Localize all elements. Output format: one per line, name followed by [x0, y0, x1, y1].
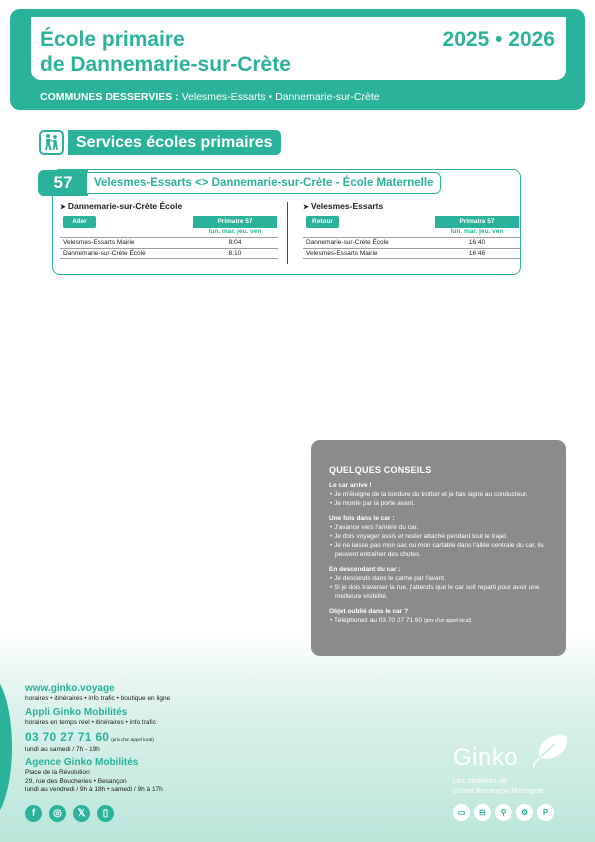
brand-name: Ginko	[453, 744, 519, 771]
phone-number-text: 03 70 27 71 60	[25, 730, 110, 744]
line-number-badge: 57	[38, 170, 88, 196]
stop-name: Velesmes-Essarts Mairie	[63, 239, 135, 246]
direction-title	[303, 201, 521, 212]
school-years: 2025 • 2026	[442, 28, 555, 51]
direction-destination: Dannemarie-sur-Crète École	[67, 201, 183, 211]
tip-phone: • Téléphonez au 03 70 27 71 60	[330, 617, 423, 624]
tips-section-title: En descendant du car :	[329, 566, 401, 573]
section-title: Services écoles primaires	[68, 130, 281, 155]
title-line-1: École primaire	[40, 28, 185, 51]
tip-item: • J'avance vers l'arrière du car.	[330, 524, 419, 531]
app-name: Appli Ginko Mobilités	[25, 707, 128, 718]
direction-tag: Aller	[63, 216, 96, 228]
children-walking-icon	[39, 130, 64, 155]
ginkgo-leaf-icon	[533, 728, 573, 768]
mobile-app-icon[interactable]: ▯	[97, 805, 114, 822]
tip-item: • Je dois voyager assis et rester attaché pendant tout le trajet.	[330, 533, 508, 540]
brand-tagline-2: Grand Besançon Métropole	[453, 785, 545, 795]
agency-name: Agence Ginko Mobilités	[25, 757, 139, 768]
brand-tagline-1: Les mobilités de	[453, 776, 508, 785]
table-row	[303, 237, 521, 248]
direction-title	[60, 201, 278, 212]
car-icon: ⚙	[516, 804, 533, 821]
departure-time: 16:46	[468, 250, 486, 257]
tip-item	[329, 616, 548, 626]
column-header: Primaire 57	[435, 216, 519, 228]
service-days: lun. mar. jeu. ven	[450, 228, 504, 235]
instagram-icon[interactable]: ◎	[49, 805, 66, 822]
arrow-right-icon: ➤	[303, 204, 309, 211]
section-heading	[39, 130, 281, 155]
agency-block	[25, 757, 163, 795]
title-line-2: de Dannemarie-sur-Crète	[40, 53, 291, 76]
x-icon[interactable]: 𝕏	[73, 805, 90, 822]
bike-icon: ⚲	[495, 804, 512, 821]
app-block	[25, 707, 156, 728]
tip-item: • Je ne laisse pas mon sac ou mon cartable dans l'allée centrale du car, ils peuvent entraîner des chutes.	[330, 542, 544, 558]
website-link[interactable]: www.ginko.voyage	[25, 683, 115, 694]
tips-section-title: Une fois dans le car :	[329, 515, 395, 522]
facebook-icon[interactable]: f	[25, 805, 42, 822]
safety-tips-panel	[311, 440, 566, 656]
departure-time: 8:04	[228, 239, 242, 246]
service-days: lun. mar. jeu. ven	[208, 228, 262, 235]
direction-return	[303, 201, 521, 257]
tip-item: • Je monte par la porte avant.	[330, 500, 416, 507]
tip-item: • Si je dois traverser la rue, j'attends que le car soit reparti pour avoir une meilleure visibilité.	[330, 584, 540, 600]
tips-section-title: Objet oublié dans le car ?	[329, 608, 409, 615]
line-name: Velesmes-Essarts <> Dannemarie-sur-Crète - École Maternelle	[86, 172, 441, 194]
direction-tag: Retour	[306, 216, 339, 228]
phone-hours: lundi au samedi / 7h - 19h	[25, 746, 100, 753]
departure-time: 8:10	[228, 250, 242, 257]
departure-time: 16:40	[468, 239, 486, 246]
website-description: horaires • itinéraires • info trafic • boutique en ligne	[25, 695, 171, 702]
tips-section-title: Le car arrive !	[329, 482, 372, 489]
brand-tagline	[453, 776, 545, 795]
communes-label: COMMUNES DESSERVIES :	[40, 91, 179, 103]
transport-modes	[453, 804, 554, 821]
tip-item: • Je descends dans le calme par l'avant.	[330, 575, 446, 582]
direction-destination: Velesmes-Essarts	[310, 201, 384, 211]
phone-number[interactable]	[25, 731, 154, 746]
tips-title: QUELQUES CONSEILS	[329, 465, 432, 475]
tram-icon: ▭	[453, 804, 470, 821]
page-title	[40, 27, 400, 77]
ginko-logo	[453, 728, 573, 798]
phone-block	[25, 731, 154, 755]
app-description: horaires en temps réel • itinéraires • info trafic	[25, 719, 156, 726]
stop-name: Velesmes-Essarts Mairie	[306, 250, 378, 257]
agency-address-2: 29, rue des Boucheries • Besançon	[25, 777, 127, 785]
direction-divider	[287, 202, 288, 264]
arrow-right-icon: ➤	[60, 204, 66, 211]
communes-value: Velesmes-Essarts • Dannemarie-sur-Crète	[181, 91, 380, 103]
tip-phone-note: (prix d'un appel local)	[423, 618, 472, 624]
phone-note: (prix d'un appel local)	[111, 737, 154, 742]
table-row	[60, 248, 278, 259]
table-row	[303, 248, 521, 259]
communes-served	[40, 91, 380, 103]
direction-outbound	[60, 201, 278, 257]
timetable-rows	[303, 237, 521, 259]
agency-hours: lundi au vendredi / 9h à 18h • samedi / 9h à 17h	[25, 786, 163, 793]
agency-address-1: Place de la Révolution	[25, 769, 90, 776]
timetable-rows	[60, 237, 278, 259]
column-header: Primaire 57	[193, 216, 277, 228]
stop-name: Dannemarie-sur-Crète École	[306, 239, 389, 246]
stop-name: Dannemarie-sur-Crète École	[63, 250, 146, 257]
bus-icon: ⊟	[474, 804, 491, 821]
table-row	[60, 237, 278, 248]
website-block	[25, 683, 170, 704]
tip-item: • Je m'éloigne de la bordure du trottoir et je fais signe au conducteur.	[330, 491, 528, 498]
parking-icon: P	[537, 804, 554, 821]
social-links	[25, 805, 114, 822]
